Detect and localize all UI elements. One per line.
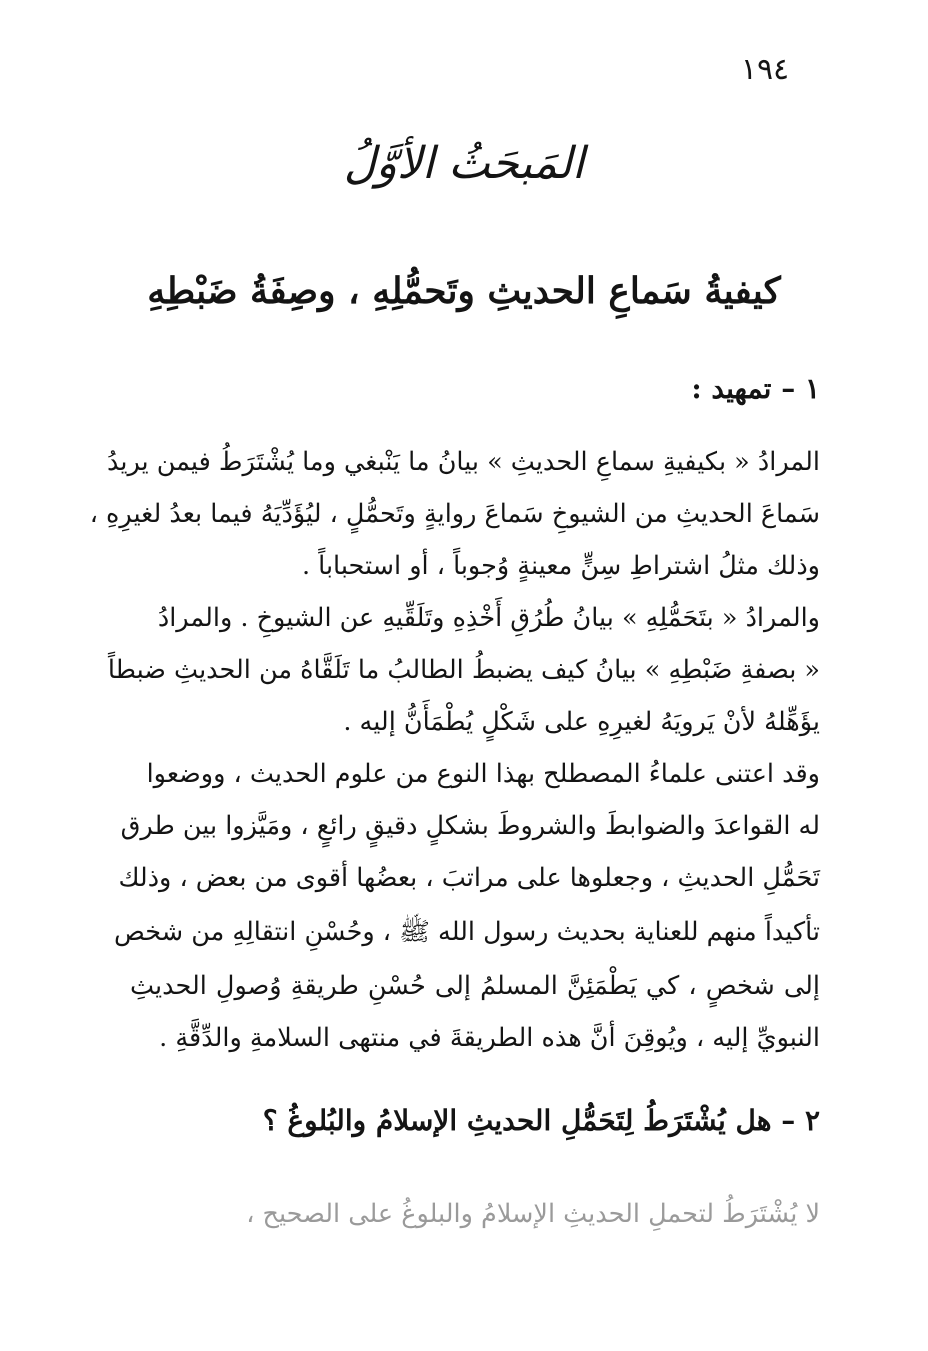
page-number: ١٩٤ [740, 52, 790, 87]
paragraph-2-line-1: والمرادُ « بتَحَمُّلِهِ » بيانُ طُرُقِ أَخْذِهِ وتَلَقِّيهِ عن الشيوخِ . والمرادُ [157, 603, 820, 633]
paragraph-3-line-3: تَحَمُّلِ الحديثِ ، وجعلوها على مراتبَ ، بعضُها أقوى من بعض ، وذلك [118, 863, 820, 893]
paragraph-1-line-3: وذلك مثلُ اشتراطِ سِنٍّ معينةٍ وُجوباً ، أو استحباباً . [301, 551, 820, 581]
heading-conditions: ٢ – هل يُشْتَرَطُ لِتَحَمُّلِ الحديثِ الإسلامُ والبُلوغُ ؟ [262, 1104, 820, 1137]
paragraph-3-line-5: إلى شخصٍ ، كي يَطْمَئِنَّ المسلمُ إلى حُسْنِ طريقةِ وُصولِ الحديثِ [130, 971, 820, 1001]
paragraph-3-line-6: النبويِّ إليه ، ويُوقِنَ أنَّ هذه الطريقةَ في منتهى السلامةِ والدِّقَّةِ . [159, 1023, 820, 1053]
chapter-title: المَبحَثُ الأوَّلُ [343, 138, 585, 189]
paragraph-1-line-1: المرادُ « بكيفيةِ سماعِ الحديثِ » بيانُ ما يَنْبغي وما يُشْتَرَطُ فيمن يريدُ [106, 447, 820, 477]
paragraph-3-line-1: وقد اعتنى علماءُ المصطلح بهذا النوع من علوم الحديث ، ووضعوا [146, 759, 820, 789]
section-title: كيفيةُ سَماعِ الحديثِ وتَحمُّلِهِ ، وصِفَةُ ضَبْطِهِ [147, 270, 781, 312]
paragraph-4-line-1: لا يُشْتَرَطُ لتحملِ الحديثِ الإسلامُ والبلوغُ على الصحيح ، [246, 1199, 820, 1229]
paragraph-2-line-3: يؤَهِّلهُ لأنْ يَرويَهُ لغيرِهِ على شَكْلٍ يُطْمَأَنُّ إليه . [343, 707, 820, 737]
paragraph-3-line-2: له القواعدَ والضوابطَ والشروطَ بشكلٍ دقيقٍ رائعٍ ، ومَيَّزوا بين طرق [120, 811, 820, 841]
paragraph-2-line-2: « بصفةِ ضَبْطِهِ » بيانُ كيف يضبطُ الطالبُ ما تَلَقَّاهُ من الحديثِ ضبطاً [107, 655, 820, 685]
paragraph-3-line-4: تأكيداً منهم للعناية بحديث رسول الله ﷺ ، وحُسْنِ انتقالِهِ من شخص [114, 917, 820, 947]
paragraph-1-line-2: سَماعَ الحديثِ من الشيوخِ سَماعَ روايةٍ وتَحمُّلٍ ، ليُؤَدِّيَهُ فيما بعدُ لغيرِهِ ، [89, 499, 820, 529]
heading-introduction: ١ – تمهيد : [691, 372, 820, 405]
